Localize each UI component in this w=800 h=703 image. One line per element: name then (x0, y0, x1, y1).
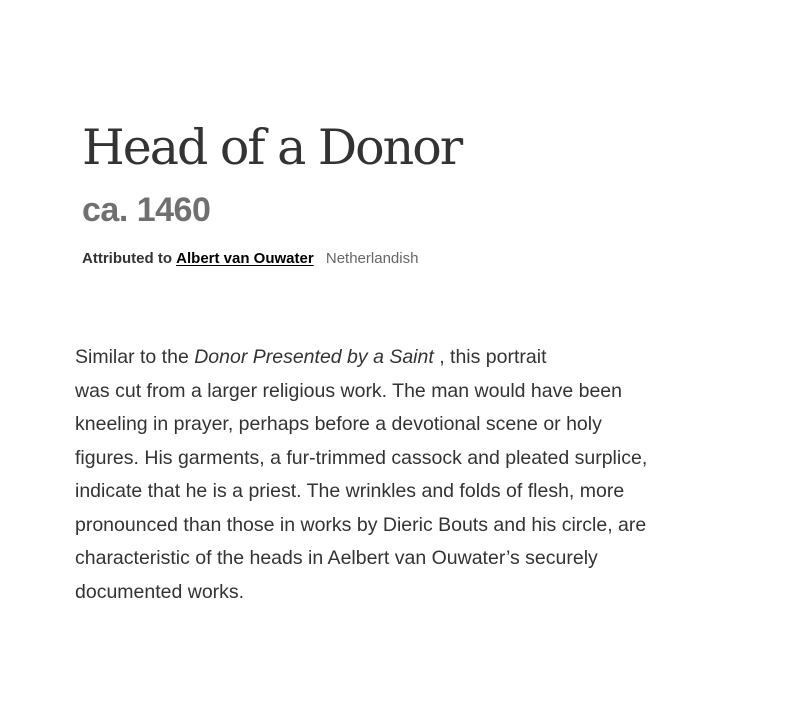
artist-nationality: Netherlandish (325, 250, 419, 267)
description-line: documented works. (75, 580, 245, 603)
object-header (82, 112, 742, 269)
object-description (75, 341, 735, 609)
description-line (75, 341, 735, 375)
description-intro-tail: , this portrait (433, 346, 547, 368)
description-line: indicate that he is a priest. The wrinkles and folds of flesh, more (75, 480, 625, 502)
attribution-prefix: Attributed to (82, 250, 172, 267)
object-date: ca. 1460 (82, 191, 211, 229)
description-line: characteristic of the heads in Aelbert van Ouwater’s securely (75, 547, 598, 569)
attribution (82, 249, 742, 269)
object-title: Head of a Donor (82, 119, 462, 176)
description-line: was cut from a larger religious work. The man would have been (75, 379, 622, 402)
artist-link[interactable]: Albert van Ouwater (176, 250, 314, 267)
description-line: figures. His garments, a fur-trimmed cassock and pleated surplice, (75, 446, 648, 469)
description-line: pronounced than those in works by Dieric Bouts and his circle, are (75, 513, 647, 536)
referenced-work-title: Donor Presented by a Saint (194, 346, 434, 368)
description-line: kneeling in prayer, perhaps before a devotional scene or holy (75, 413, 602, 435)
description-intro: Similar to the (75, 346, 195, 368)
